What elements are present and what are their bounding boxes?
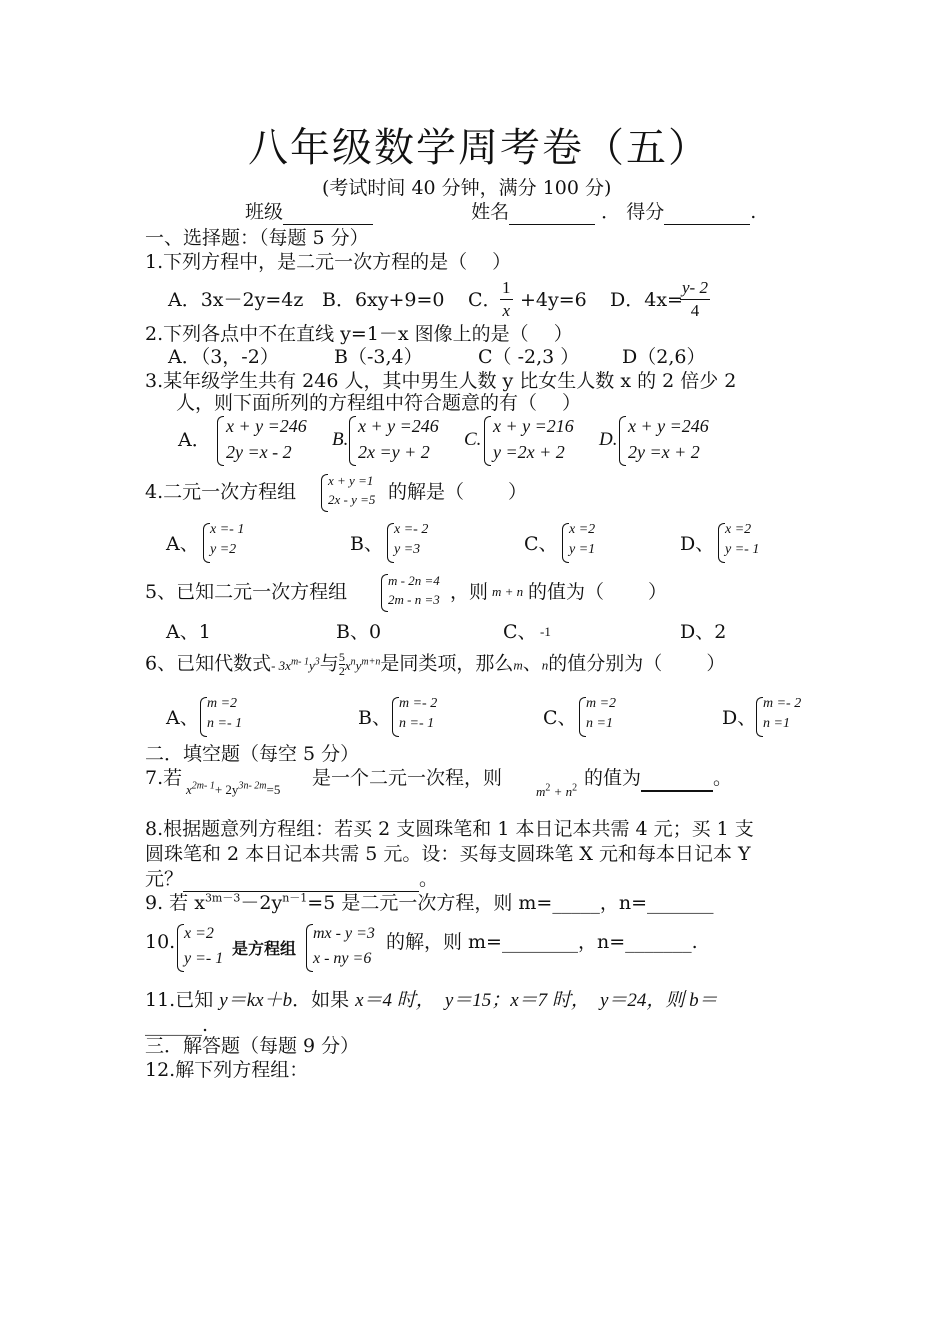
q4-brace	[321, 474, 328, 512]
score-label: 得分	[626, 201, 665, 223]
q10-mid: 是方程组	[232, 941, 297, 958]
q3-b-brace	[349, 416, 356, 466]
q3-d-brace	[619, 416, 626, 466]
q11-answer-line: ______.	[145, 1014, 209, 1036]
q1-option-d-label: D．4x=	[610, 289, 683, 311]
q7-prefix: 7.若	[145, 767, 183, 789]
q10-n-blank[interactable]: _______	[625, 931, 692, 953]
q6-option-d-label: D、	[722, 707, 757, 729]
q4-b-system: x =- 2 y =3	[394, 522, 429, 557]
name-blank[interactable]	[509, 200, 595, 225]
q1-option-c-label: C．	[468, 289, 502, 311]
q4-option-b-label: B、	[350, 533, 383, 555]
q2-option-c: C（ -2,3 ）	[478, 346, 580, 368]
q4-system: x + y =1 2x - y =5	[328, 473, 376, 507]
q2-option-a: A．（3，-2）	[168, 346, 279, 368]
q6-a-system: m =2 n =- 1	[207, 696, 243, 731]
q3-option-d-label: D.	[599, 429, 618, 450]
question-5-stem-pre: 5、已知二元一次方程组	[145, 581, 348, 603]
question-5-stem-mid: ，则	[450, 581, 489, 603]
q1-option-c-fraction: $\frac{1}{x}$	[502, 278, 511, 320]
student-info-row: 班级 姓名 ． 得分 .	[245, 201, 757, 223]
q2-option-b: B（-3,4）	[334, 346, 423, 368]
q5-expression: m + n	[492, 584, 524, 599]
question-8-line1: 8.根据题意列方程组：若买 2 支圆珠笔和 1 本日记本共需 4 元；买 1 支	[145, 818, 754, 840]
q5-option-b: B、0	[336, 621, 382, 643]
q1-option-a: A．3x－2y=4z	[168, 289, 304, 311]
q4-b-brace	[387, 523, 394, 563]
q8-answer-blank[interactable]	[183, 867, 419, 892]
q4-c-system: x =2 y =1	[569, 522, 596, 557]
question-3-stem-line1: 3.某年级学生共有 246 人，其中男生人数 y 比女生人数 x 的 2 倍少 2	[145, 370, 737, 392]
q4-option-a-label: A、	[166, 533, 199, 555]
q5-system: m - 2n =4 2m - n =3	[388, 573, 440, 607]
section-heading-choice: 一、选择题：（每题 5 分）	[145, 227, 369, 249]
q7-text: 是一个二元一次程，则	[312, 767, 503, 789]
q6-a-brace	[200, 697, 207, 737]
question-1-stem: 1.下列方程中，是二元一次方程的是（ ）	[145, 251, 512, 273]
q4-d-brace	[718, 523, 725, 563]
q10-solution: x =2 y =- 1	[184, 925, 224, 967]
q1-option-b: B．6xy+9=0	[322, 289, 445, 311]
question-8-line2: 圆珠笔和 2 本日记本共需 5 元。设：买每支圆珠笔 X 元和每本日记本 Y	[145, 843, 751, 865]
question-8-line3: 元？ 。	[145, 868, 439, 890]
section-heading-solve: 三．解答题（每题 9 分）	[145, 1035, 360, 1057]
q5-option-c-label: C、	[503, 621, 537, 643]
class-label: 班级	[245, 201, 284, 223]
q7-equation: $x^{2m- 1}+ 2y^{3n- 2m}=5$	[186, 780, 281, 797]
q7-expression: $m^2 + n^2$	[536, 782, 578, 799]
q7-answer-blank[interactable]	[641, 766, 713, 792]
q6-option-b-label: B、	[358, 707, 391, 729]
q4-a-brace	[203, 523, 210, 563]
q1-option-c-rest: +4y=6	[520, 289, 587, 311]
q4-c-brace	[562, 523, 569, 563]
q6-option-c-label: C、	[543, 707, 577, 729]
q3-b-system: x + y =246 2x =y + 2	[358, 416, 439, 462]
q3-option-c-label: C.	[464, 429, 482, 450]
q4-option-c-label: C、	[524, 533, 558, 555]
question-11: 11.已知 y＝kx＋b．如果 x＝4 时， y＝15；x＝7 时， y＝24，则 b＝	[145, 989, 718, 1011]
q10-solution-brace	[177, 924, 184, 972]
q6-c-brace	[579, 697, 586, 737]
q10-system-brace	[306, 924, 313, 972]
q10-post: 的解，则 m=________，n=_______.	[386, 931, 698, 953]
q9-n-blank[interactable]: _______	[647, 892, 714, 914]
question-4-stem-pre: 4.二元一次方程组	[145, 481, 297, 503]
q6-c-system: m =2 n =1	[586, 696, 617, 731]
question-6-stem: 6、已知代数式- $3x^{m- 1}y^3$与 $\frac{5}{2}$ $x^ny^{m+n}$是同类项，那么m、n的值分别为（ ）	[145, 650, 726, 678]
q3-option-a-label: A．	[178, 429, 211, 451]
q3-c-system: x + y =216 y =2x + 2	[493, 416, 574, 462]
question-9: 9. 若 $x^{3m-3}-2y^{n-1}=5$ 是二元一次方程，则 m=_____，n=_______	[145, 891, 714, 914]
q6-option-a-label: A、	[166, 707, 199, 729]
exam-subtitle: (考试时间 40 分钟，满分 100 分)	[322, 177, 612, 199]
question-12-stem: 12.解下列方程组：	[145, 1059, 309, 1081]
q4-option-d-label: D、	[680, 533, 715, 555]
q6-d-brace	[756, 697, 763, 737]
q5-option-a: A、1	[166, 621, 211, 643]
q5-brace	[381, 574, 388, 612]
q3-a-brace	[217, 416, 224, 466]
q4-a-system: x =- 1 y =2	[210, 522, 245, 557]
q9-m-blank[interactable]: _____	[552, 892, 600, 914]
q6-b-system: m =- 2 n =- 1	[399, 696, 438, 731]
q6-d-system: m =- 2 n =1	[763, 696, 802, 731]
q7-post: 的值为 。	[584, 766, 732, 792]
name-label: 姓名	[471, 201, 510, 223]
q10-prefix: 10.	[145, 931, 176, 953]
question-4-stem-post: 的解是（ ）	[388, 481, 528, 503]
q10-m-blank[interactable]: ________	[501, 931, 578, 953]
q3-option-b-label: B.	[332, 429, 349, 450]
q3-c-brace	[484, 416, 491, 466]
q3-a-system: x + y =246 2y =x - 2	[226, 416, 307, 462]
q4-d-system: x =2 y =- 1	[725, 522, 760, 557]
q3-d-system: x + y =246 2y =x + 2	[628, 416, 709, 462]
q5-option-c-value: -1	[540, 624, 551, 639]
question-5-stem-post: 的值为（ ）	[528, 581, 668, 603]
score-blank[interactable]	[664, 200, 750, 225]
question-3-stem-line2: 人，则下面所列的方程组中符合题意的有（ ）	[176, 392, 582, 414]
page-title: 八年级数学周考卷（五）	[248, 125, 710, 171]
q6-b-brace	[392, 697, 399, 737]
q2-option-d: D（2,6）	[622, 346, 706, 368]
class-blank[interactable]	[283, 200, 373, 225]
q11-b-blank[interactable]: ______	[145, 1014, 202, 1036]
question-2-stem: 2.下列各点中不在直线 y=1－x 图像上的是（ ）	[145, 323, 573, 345]
q10-system: mx - y =3 x - ny =6	[313, 925, 375, 967]
q5-option-d: D、2	[680, 621, 727, 643]
section-heading-fill: 二．填空题（每空 5 分）	[145, 743, 360, 765]
q1-option-d-fraction: $\frac{y- 2}{4}$	[682, 278, 708, 320]
